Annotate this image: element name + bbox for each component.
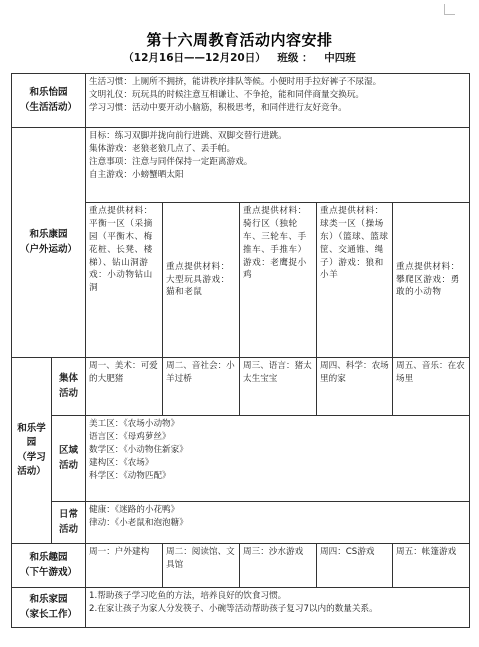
zone-item: 建构区：《农场》 — [89, 457, 154, 468]
harmony-line: 学习习惯：活动中要开动小脑筋，积极思考，和同伴进行友好竞争。 — [89, 102, 347, 113]
zone-item: 美工区：《农场小动物》 — [89, 419, 180, 429]
zone-item: 数学区：《小动物住新家》 — [89, 444, 188, 455]
section-study-title: 和乐学园 （学习活动） — [12, 358, 52, 544]
section-harmony-title: 和乐怡园 （生活活动） — [12, 74, 86, 128]
zone-item: 语言区：《母鸡萝丝》 — [89, 431, 171, 442]
outdoor-goal: 目标：练习双脚并拢向前行进跳、双脚交替行进跳。 — [89, 131, 287, 141]
outdoor-goal: 集体游戏：老狼老狼几点了、丢手帕。 — [89, 143, 236, 154]
class-label: 班级 ： — [277, 52, 313, 64]
row-study-zones — [12, 416, 470, 502]
home-line: 2.在家让孩子为家人分发筷子、小碗等活动帮助孩子复习7以内的数量关系。 — [89, 603, 378, 614]
class-value: 中四班 — [324, 52, 356, 64]
row-study-group — [12, 358, 470, 416]
fun-day-fri: 周五：帐篷游戏 — [393, 544, 470, 588]
document-title: 第十六周教育活动内容安排 — [146, 31, 333, 49]
daily-item: 健康：《迷路的小花鸭》 — [89, 505, 180, 515]
study-group-fri: 周五、音乐：在农场里 — [393, 358, 470, 416]
daily-item: 律动：《小老鼠和泡泡糖》 — [89, 517, 188, 528]
outdoor-goal: 自主游戏：小螃蟹晒太阳 — [89, 169, 184, 180]
study-group-tue: 周二、音社会：小羊过桥 — [163, 358, 240, 416]
study-group-thu: 周四、科学：农场里的家 — [317, 358, 393, 416]
schedule-table — [11, 73, 470, 628]
row-study-daily — [12, 502, 470, 544]
fun-day-tue: 周二：阅读馆、文具馆 — [163, 544, 240, 588]
row-harmony — [12, 74, 470, 128]
outdoor-day-thu: 重点提供材料：球类一区（操场东）（篮球、篮球筐、交通锥、绳子）游戏：狼和小羊 — [317, 203, 393, 358]
outdoor-day-tue: 重点提供材料：大型玩具游戏：猫和老鼠 — [163, 203, 240, 358]
row-fun — [12, 544, 470, 588]
outdoor-day-wed: 重点提供材料：骑行区（独轮车、三轮车、手推车、手推车）游戏：老鹰捉小鸡 — [240, 203, 317, 358]
study-group-label: 集体活动 — [52, 358, 86, 416]
fun-day-mon: 周一：户外建构 — [86, 544, 163, 588]
study-daily-content — [86, 502, 470, 544]
home-line: 1.帮助孩子学习吃鱼的方法，培养良好的饮食习惯。 — [89, 591, 287, 601]
section-outdoor-goals — [86, 128, 470, 203]
fun-day-wed: 周三：沙水游戏 — [240, 544, 317, 588]
harmony-line: 生活习惯：上厕所不拥挤，能讲秩序排队等候。小便时用手拉好裤子不尿湿。 — [89, 77, 382, 87]
fun-day-thu: 周四：CS游戏 — [317, 544, 393, 588]
outdoor-day-mon: 重点提供材料：平衡一区（采摘园（平衡木、梅花桩、长凳、楼梯）、钻山洞游戏：小动物钻山洞 — [86, 203, 163, 358]
document-subtitle — [0, 50, 479, 65]
harmony-line: 文明礼仪：玩玩具的时候注意互相谦让、不争抢，能和同伴商量交换玩。 — [89, 89, 365, 100]
row-home — [12, 588, 470, 628]
study-group-mon: 周一、美术：可爱的大肥猪 — [86, 358, 163, 416]
section-home-title: 和乐家园 （家长工作） — [12, 588, 86, 628]
study-zones-label: 区域活动 — [52, 416, 86, 502]
study-daily-label: 日常活动 — [52, 502, 86, 544]
section-fun-title: 和乐趣园 （下午游戏） — [12, 544, 86, 588]
zone-item: 科学区：《动物匹配》 — [89, 470, 171, 481]
outdoor-day-fri: 重点提供材料：攀爬区游戏：勇敢的小动物 — [393, 203, 470, 358]
date-range: （12月16日——12月20日） — [123, 52, 266, 64]
study-group-wed: 周三、语言：猪太太生宝宝 — [240, 358, 317, 416]
section-outdoor-title: 和乐康园 （户外运动） — [12, 128, 86, 358]
section-harmony-content — [86, 74, 470, 128]
study-zones-content — [86, 416, 470, 502]
section-home-content — [86, 588, 470, 628]
outdoor-goal: 注意事项：注意与同伴保持一定距离游戏。 — [89, 156, 253, 167]
row-outdoor-goals — [12, 128, 470, 203]
page-corner-mark — [444, 4, 455, 15]
